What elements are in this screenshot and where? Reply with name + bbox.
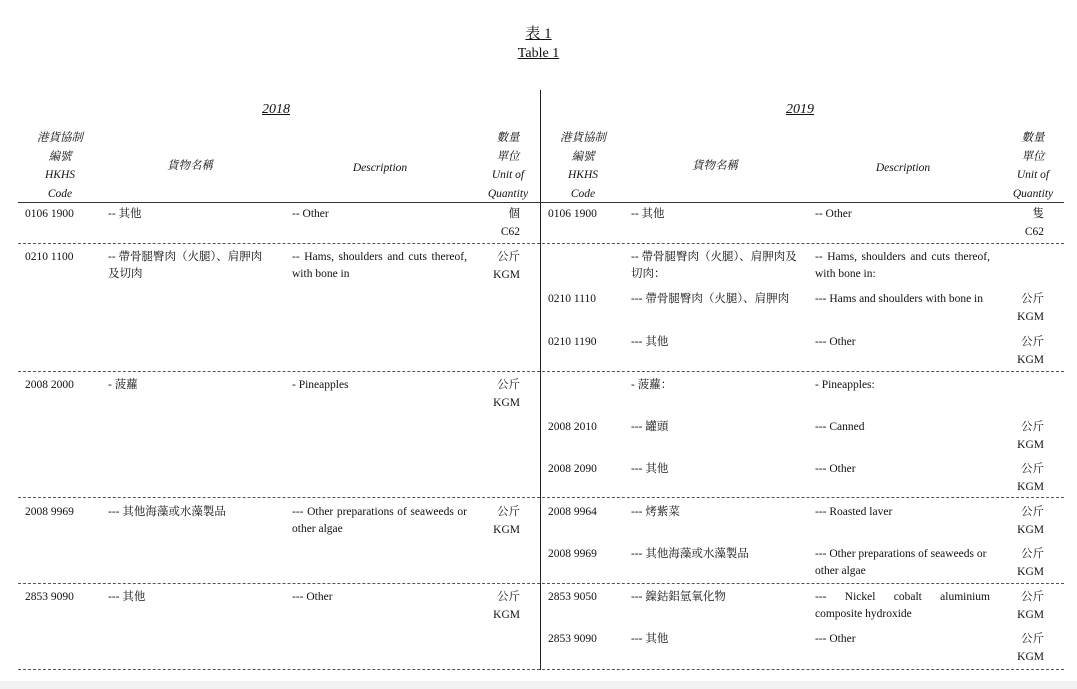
unit-code: KGM [1017,651,1044,663]
goods-description: --- Other preparations of seaweeds or other algae [815,548,987,577]
hs-code: 0106 1900 [548,208,597,220]
unit-cn: 公斤 [1021,336,1044,348]
goods-description: --- Other [815,336,856,348]
goods-name-cn: -- 帶骨腿臀肉（火腿）、肩胛肉及切肉 [108,251,263,280]
hs-code: 2008 2010 [548,421,597,433]
header-name-cn-left: 貨物名稱 [167,160,213,172]
unit-cn: 公斤 [497,591,520,603]
goods-description: -- Other [292,208,329,220]
unit-code: KGM [1017,439,1044,451]
goods-description: --- Hams and shoulders with bone in [815,293,983,305]
goods-description: --- Other [815,633,856,645]
year-2018: 2018 [262,102,290,117]
goods-name-cn: --- 帶骨腿臀肉（火腿）、肩胛肉 [631,293,790,305]
unit-cn: 公斤 [1021,633,1044,645]
group-separator [18,669,1064,670]
goods-description: --- Other preparations of seaweeds or other algae [292,506,467,535]
group-separator [18,371,1064,372]
table-title-chinese: 表 1 [525,26,552,42]
header-rule [18,202,1064,203]
unit-code: C62 [500,226,520,238]
goods-name-cn: --- 其他 [631,633,669,645]
unit-code: KGM [493,269,520,281]
goods-name-cn: --- 其他 [631,463,669,475]
goods-name-cn: --- 烤紫菜 [631,506,680,518]
goods-name-cn: - 菠蘿： [631,379,673,391]
table-title-english: Table 1 [517,46,560,61]
goods-name-cn: --- 罐頭 [631,421,669,433]
unit-cn: 公斤 [497,506,520,518]
hs-code: 0210 1100 [25,251,74,263]
page-footer-strip [0,681,1077,689]
unit-cn: 隻 [1032,208,1044,220]
goods-name-cn: --- 其他海藻或水藻製品 [108,506,226,518]
group-separator [18,497,1064,498]
goods-description: --- Nickel cobalt aluminium composite hydroxide [815,591,990,620]
header-description-left: Description [352,162,408,174]
unit-code: KGM [493,609,520,621]
goods-name-cn: --- 其他 [631,336,669,348]
unit-code: KGM [1017,609,1044,621]
unit-cn: 公斤 [1021,548,1044,560]
goods-description: - Pineapples [292,379,349,391]
unit-cn: 公斤 [1021,591,1044,603]
hs-code: 2008 2090 [548,463,597,475]
header-unit-left: 數量 單位 Unit of Quantity [487,132,529,200]
unit-cn: 公斤 [1021,421,1044,433]
unit-cn: 公斤 [1021,463,1044,475]
unit-cn: 公斤 [497,379,520,391]
hs-code: 0210 1190 [548,336,597,348]
unit-code: KGM [1017,566,1044,578]
hs-code: 0210 1110 [548,293,597,305]
unit-cn: 公斤 [1021,506,1044,518]
goods-description: --- Canned [815,421,865,433]
group-separator [18,583,1064,584]
goods-description: --- Other [292,591,333,603]
unit-code: C62 [1024,226,1044,238]
goods-name-cn: -- 其他 [631,208,665,220]
header-code-right: 港貨協制 編號 HKHS Code [560,132,606,200]
goods-description: --- Roasted laver [815,506,893,518]
goods-name-cn: --- 其他 [108,591,146,603]
unit-cn: 公斤 [497,251,520,263]
goods-description: -- Other [815,208,852,220]
goods-description: -- Hams, shoulders and cuts thereof, with bone in: [815,251,990,280]
hs-code: 2008 9969 [25,506,74,518]
header-description-right: Description [875,162,931,174]
unit-code: KGM [493,524,520,536]
unit-code: KGM [1017,354,1044,366]
unit-code: KGM [1017,524,1044,536]
goods-description: - Pineapples: [815,379,875,391]
hs-code: 0106 1900 [25,208,74,220]
unit-cn: 個 [508,208,520,220]
hs-code: 2008 9969 [548,548,597,560]
unit-code: KGM [1017,311,1044,323]
header-name-cn-right: 貨物名稱 [692,160,738,172]
year-2019: 2019 [786,102,814,117]
hs-code: 2008 2000 [25,379,74,391]
hs-code: 2853 9050 [548,591,597,603]
goods-name-cn: -- 其他 [108,208,142,220]
goods-name-cn: --- 鎳鈷鋁氫氧化物 [631,591,726,603]
goods-name-cn: -- 帶骨腿臀肉（火腿）、肩胛肉及切肉： [631,251,797,280]
goods-description: --- Other [815,463,856,475]
group-separator [18,243,1064,244]
hs-code: 2853 9090 [25,591,74,603]
unit-cn: 公斤 [1021,293,1044,305]
hs-code: 2008 9964 [548,506,597,518]
unit-code: KGM [1017,481,1044,493]
goods-description: -- Hams, shoulders and cuts thereof, with bone in [292,251,467,280]
goods-name-cn: - 菠蘿 [108,379,138,391]
header-unit-right: 數量 單位 Unit of Quantity [1012,132,1054,200]
goods-name-cn: --- 其他海藻或水藻製品 [631,548,749,560]
hs-code: 2853 9090 [548,633,597,645]
unit-code: KGM [493,397,520,409]
header-code-left: 港貨協制 編號 HKHS Code [37,132,83,200]
